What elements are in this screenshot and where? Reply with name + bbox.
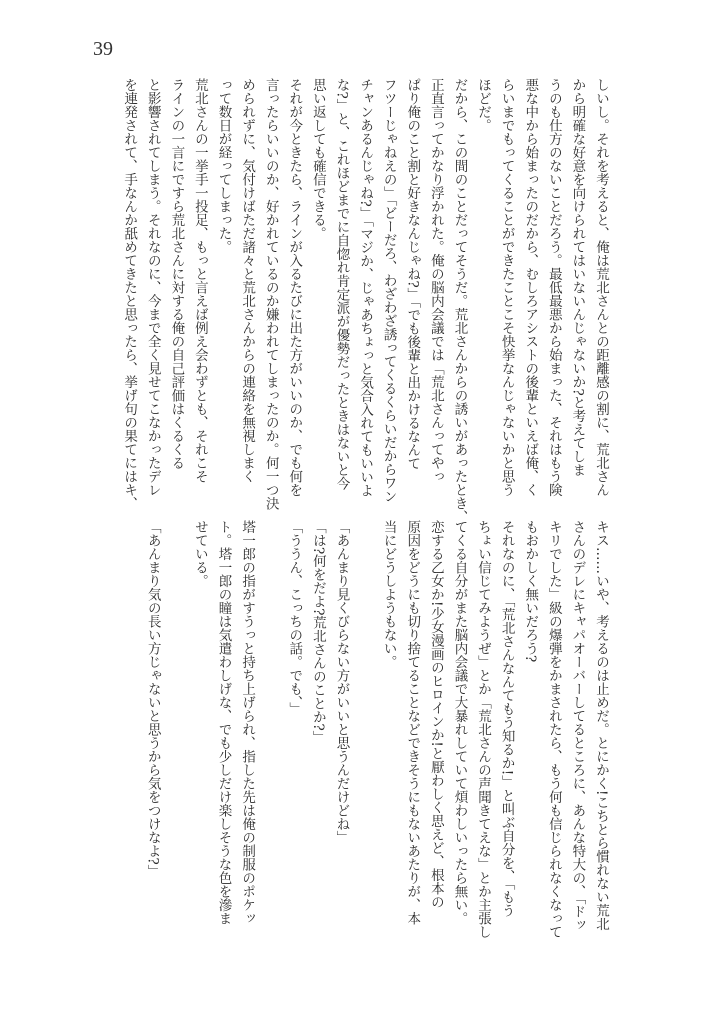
text-line: せている。 <box>191 520 208 588</box>
text-line: らいまでもってくることができたことこそ快挙なんじゃないかと思う <box>498 78 515 497</box>
text-line: もおかしく無いだろう? <box>522 520 539 663</box>
text-line: から明確な好意を向けられてはいないんじゃないか?と考えてしま <box>569 78 586 477</box>
text-line: うのも仕方のないことだろう。最低最悪から始まった、それはもう険 <box>545 78 562 497</box>
lower-text-block <box>140 520 612 960</box>
page-number: 39 <box>93 38 113 60</box>
text-line: められずに、気付けばただ諸々と荒北さんからの連絡を無視しまく <box>239 78 256 483</box>
text-line: と影響されてしまう。それなのに、今まで全く見せてこなかったデレ <box>144 78 161 497</box>
text-line: 「ううん、こっちの話。でも、」 <box>286 520 303 716</box>
text-line: 当にどうしようもない。 <box>380 520 397 669</box>
text-line: キリでした」級の爆弾をかまされたら、もう何も信じられなくなって <box>545 520 562 939</box>
text-line: チャンあるんじゃね?」「マジか、じゃあちょっと気合入れてもいいよ <box>357 78 374 497</box>
text-line: 塔一郎の指がすうっと持ち上げられ、指した先は俺の制服のポケッ <box>239 520 256 925</box>
text-line: フツーじゃねえの」「どーだろ、わざわざ誘ってくるくらいだからワン <box>380 78 397 504</box>
text-line: しいし。それを考えると、俺は荒北さんとの距離感の割に、荒北さん <box>593 78 609 497</box>
text-line: ト。塔一郎の瞳は気遣わしげな、でも少しだけ楽しそうな色を滲ま <box>215 520 232 925</box>
text-line: キス……いや、考えるのは止めだ。とにかく!こちとら慣れない荒北 <box>593 520 609 931</box>
text-line: 恋する乙女か!少女漫画のヒロインか!と厭わしく思えど、根本の <box>427 520 444 909</box>
text-line: を連発されて、手なんか舐めてきたと思ったら、挙げ句の果てにはキ、 <box>121 78 138 510</box>
text-line: 「あんまり見くびらない方がいいと思うんだけどね」 <box>333 520 350 844</box>
text-line: ラインの一言にですら荒北さんに対する俺の自己評価はくるくる <box>168 78 185 470</box>
text-line: 「あんまり気の長い方じゃないと思うから気をつけなよ?」 <box>144 520 161 879</box>
text-line: 「は?何をだよ?荒北さんのことか?」 <box>309 520 326 745</box>
text-line: それが今ときたら、ラインが入るたびに出た方がいいのか、でも何を <box>286 78 303 497</box>
text-line: 思い返しても確信できる。 <box>309 78 326 240</box>
text-line: ちょい信じてみようぜ」とか「荒北さんの声聞きてえな」とか主張し <box>475 520 492 939</box>
upper-text-block <box>117 78 612 524</box>
text-line: それなのに、「荒北さんなんてもう知るか!」と叫ぶ自分を、「もう <box>498 520 515 917</box>
blank-line <box>164 520 188 960</box>
text-line: 原因をどうにも切り捨てることなどできそうにもないあたりが、本 <box>404 520 421 925</box>
blank-line <box>352 520 376 960</box>
text-line: てくる自分がまた脳内会議で大暴れしていて煩わしいったら無い。 <box>451 520 468 925</box>
blank-line <box>258 520 282 960</box>
text-line: な?」と、これほどまでに自惚れ肯定派が優勢だったときはないと今 <box>333 78 350 491</box>
text-line: 悪な中から始まったのだから、むしろアシストの後輩といえば俺、く <box>522 78 539 497</box>
text-line: 荒北さんの一挙手一投足、もっと言えば例え会わずとも、それこそ <box>191 78 208 483</box>
text-line: だから、この間のことだってそうだ。荒北さんからの誘いがあったとき、 <box>451 78 468 524</box>
text-line: ほどだ。 <box>475 78 492 132</box>
text-line: さんのデレにキャパオーバーしてるところに、あんな特大の、「ドッ <box>569 520 586 932</box>
text-line: って数日が経ってしまった。 <box>215 78 232 254</box>
text-line: 正直言ってかなり浮かれた。俺の脳内会議では「荒北さんってやっ <box>427 78 444 483</box>
text-line: ぱり俺のこと割と好きなんじゃね?」「でも後輩と出かけるなんて <box>404 78 421 470</box>
text-line: 言ったらいいのか、好かれているのか嫌われてしまったのか。何一つ決 <box>262 78 279 510</box>
